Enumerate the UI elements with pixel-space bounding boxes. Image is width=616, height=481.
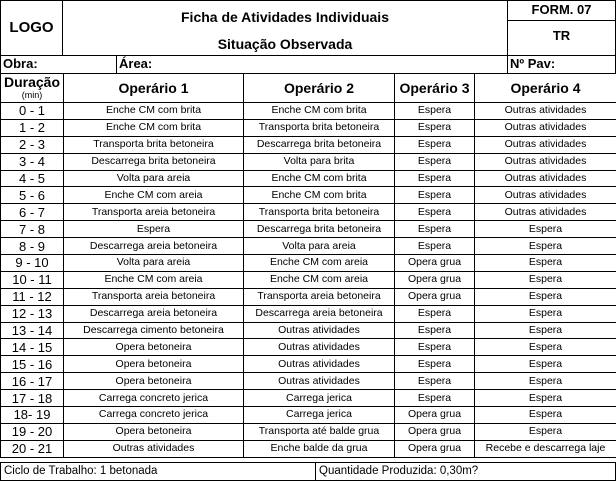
activity-cell-operario-3: Opera grua bbox=[395, 407, 475, 424]
activity-cell-operario-1: Carrega concreto jerica bbox=[64, 407, 244, 424]
logo: LOGO bbox=[9, 19, 54, 36]
activity-cell-operario-1: Carrega concreto jerica bbox=[64, 390, 244, 407]
activity-cell-operario-1: Opera betoneira bbox=[64, 423, 244, 440]
activity-cell-operario-3: Espera bbox=[395, 322, 475, 339]
activity-cell-operario-4: Outras atividades bbox=[475, 187, 616, 204]
activity-cell-operario-4: Espera bbox=[475, 305, 616, 322]
area-label: Área: bbox=[119, 56, 153, 71]
activity-cell-operario-2: Outras atividades bbox=[244, 373, 395, 390]
activity-cell-operario-4: Recebe e descarrega laje bbox=[475, 440, 616, 457]
duration-cell: 12 - 13 bbox=[1, 305, 64, 322]
activity-cell-operario-1: Enche CM com areia bbox=[64, 271, 244, 288]
activity-cell-operario-2: Descarrega areia betoneira bbox=[244, 305, 395, 322]
column-operario-1: Operário 1 bbox=[64, 74, 244, 103]
duration-cell: 13 - 14 bbox=[1, 322, 64, 339]
duration-cell: 14 - 15 bbox=[1, 339, 64, 356]
activity-cell-operario-2: Carrega jerica bbox=[244, 390, 395, 407]
activity-cell-operario-2: Transporta brita betoneira bbox=[244, 204, 395, 221]
activity-cell-operario-2: Transporta até balde grua bbox=[244, 423, 395, 440]
duration-cell: 8 - 9 bbox=[1, 238, 64, 255]
activity-cell-operario-3: Espera bbox=[395, 204, 475, 221]
activity-cell-operario-4: Espera bbox=[475, 322, 616, 339]
activity-cell-operario-1: Transporta areia betoneira bbox=[64, 204, 244, 221]
column-operario-3: Operário 3 bbox=[395, 74, 475, 103]
activity-cell-operario-2: Transporta areia betoneira bbox=[244, 288, 395, 305]
area-field[interactable] bbox=[116, 55, 508, 74]
activity-cell-operario-2: Enche CM com brita bbox=[244, 103, 395, 120]
activity-cell-operario-4: Espera bbox=[475, 339, 616, 356]
table-header-row bbox=[1, 74, 616, 103]
activity-cell-operario-1: Transporta areia betoneira bbox=[64, 288, 244, 305]
duration-cell: 19 - 20 bbox=[1, 423, 64, 440]
obra-label: Obra: bbox=[3, 56, 38, 71]
pav-label: Nº Pav: bbox=[510, 56, 556, 71]
activity-cell-operario-1: Opera betoneira bbox=[64, 356, 244, 373]
activity-cell-operario-3: Opera grua bbox=[395, 423, 475, 440]
table-row bbox=[1, 187, 616, 204]
activity-cell-operario-4: Outras atividades bbox=[475, 153, 616, 170]
activity-cell-operario-3: Opera grua bbox=[395, 271, 475, 288]
activity-cell-operario-3: Opera grua bbox=[395, 288, 475, 305]
duration-cell: 3 - 4 bbox=[1, 153, 64, 170]
activity-cell-operario-2: Enche CM com areia bbox=[244, 255, 395, 272]
activity-cell-operario-2: Volta para brita bbox=[244, 153, 395, 170]
activity-cell-operario-1: Enche CM com brita bbox=[64, 119, 244, 136]
activity-cell-operario-3: Espera bbox=[395, 119, 475, 136]
activity-cell-operario-2: Outras atividades bbox=[244, 322, 395, 339]
activity-cell-operario-2: Carrega jerica bbox=[244, 407, 395, 424]
duration-cell: 11 - 12 bbox=[1, 288, 64, 305]
activity-cell-operario-2: Enche CM com areia bbox=[244, 271, 395, 288]
duration-cell: 9 - 10 bbox=[1, 255, 64, 272]
activity-cell-operario-1: Descarrega areia betoneira bbox=[64, 238, 244, 255]
table-row bbox=[1, 153, 616, 170]
table-row bbox=[1, 440, 616, 457]
activity-cell-operario-4: Outras atividades bbox=[475, 136, 616, 153]
column-operario-2: Operário 2 bbox=[244, 74, 395, 103]
duration-header: Duração (min) bbox=[1, 74, 64, 103]
form-type: TR bbox=[552, 28, 571, 43]
activity-cell-operario-3: Espera bbox=[395, 170, 475, 187]
form-title: Ficha de Atividades Individuais bbox=[181, 9, 389, 25]
activity-cell-operario-2: Enche CM com brita bbox=[244, 170, 395, 187]
cycle-field: Ciclo de Trabalho: 1 betonada bbox=[0, 462, 316, 481]
duration-cell: 20 - 21 bbox=[1, 440, 64, 457]
form-subtitle: Situação Observada bbox=[217, 36, 353, 52]
activity-cell-operario-2: Enche balde da grua bbox=[244, 440, 395, 457]
activity-cell-operario-3: Espera bbox=[395, 238, 475, 255]
duration-cell: 17 - 18 bbox=[1, 390, 64, 407]
activity-cell-operario-3: Opera grua bbox=[395, 255, 475, 272]
activity-cell-operario-4: Espera bbox=[475, 288, 616, 305]
table-row bbox=[1, 322, 616, 339]
activity-cell-operario-1: Opera betoneira bbox=[64, 339, 244, 356]
activity-cell-operario-2: Transporta brita betoneira bbox=[244, 119, 395, 136]
duration-cell: 0 - 1 bbox=[1, 103, 64, 120]
table-row bbox=[1, 238, 616, 255]
duration-cell: 6 - 7 bbox=[1, 204, 64, 221]
quantity-field: Quantidade Produzida: 0,30m? bbox=[315, 462, 616, 481]
activity-cell-operario-4: Espera bbox=[475, 255, 616, 272]
table-row bbox=[1, 103, 616, 120]
activity-cell-operario-4: Espera bbox=[475, 407, 616, 424]
activity-cell-operario-4: Espera bbox=[475, 373, 616, 390]
activity-cell-operario-2: Enche CM com brita bbox=[244, 187, 395, 204]
activity-cell-operario-3: Espera bbox=[395, 153, 475, 170]
activity-cell-operario-2: Outras atividades bbox=[244, 356, 395, 373]
form-code: FORM. 07 bbox=[531, 2, 592, 17]
activity-cell-operario-4: Espera bbox=[475, 238, 616, 255]
activity-cell-operario-1: Descarrega areia betoneira bbox=[64, 305, 244, 322]
activity-cell-operario-3: Espera bbox=[395, 103, 475, 120]
activity-cell-operario-1: Transporta brita betoneira bbox=[64, 136, 244, 153]
table-row bbox=[1, 390, 616, 407]
table-row bbox=[1, 255, 616, 272]
activity-cell-operario-1: Descarrega cimento betoneira bbox=[64, 322, 244, 339]
activity-cell-operario-4: Outras atividades bbox=[475, 119, 616, 136]
activity-cell-operario-3: Espera bbox=[395, 390, 475, 407]
activity-cell-operario-3: Opera grua bbox=[395, 440, 475, 457]
activity-cell-operario-2: Volta para areia bbox=[244, 238, 395, 255]
duration-cell: 10 - 11 bbox=[1, 271, 64, 288]
duration-cell: 15 - 16 bbox=[1, 356, 64, 373]
activity-cell-operario-4: Outras atividades bbox=[475, 204, 616, 221]
activity-cell-operario-3: Espera bbox=[395, 339, 475, 356]
activity-cell-operario-1: Descarrega brita betoneira bbox=[64, 153, 244, 170]
activity-cell-operario-4: Espera bbox=[475, 390, 616, 407]
duration-cell: 2 - 3 bbox=[1, 136, 64, 153]
activity-cell-operario-1: Volta para areia bbox=[64, 170, 244, 187]
activity-cell-operario-2: Descarrega brita betoneira bbox=[244, 221, 395, 238]
activity-cell-operario-3: Espera bbox=[395, 221, 475, 238]
table-row bbox=[1, 423, 616, 440]
table-row bbox=[1, 356, 616, 373]
activity-cell-operario-2: Descarrega brita betoneira bbox=[244, 136, 395, 153]
duration-cell: 18- 19 bbox=[1, 407, 64, 424]
duration-cell: 7 - 8 bbox=[1, 221, 64, 238]
activity-cell-operario-4: Outras atividades bbox=[475, 103, 616, 120]
activity-cell-operario-2: Outras atividades bbox=[244, 339, 395, 356]
activity-cell-operario-1: Enche CM com areia bbox=[64, 187, 244, 204]
activity-cell-operario-1: Enche CM com brita bbox=[64, 103, 244, 120]
duration-cell: 1 - 2 bbox=[1, 119, 64, 136]
activity-cell-operario-4: Espera bbox=[475, 356, 616, 373]
activity-cell-operario-4: Espera bbox=[475, 423, 616, 440]
activity-cell-operario-1: Volta para areia bbox=[64, 255, 244, 272]
table-row bbox=[1, 373, 616, 390]
activity-cell-operario-1: Espera bbox=[64, 221, 244, 238]
table-row bbox=[1, 119, 616, 136]
table-row bbox=[1, 204, 616, 221]
activity-cell-operario-1: Outras atividades bbox=[64, 440, 244, 457]
table-row bbox=[1, 288, 616, 305]
activity-cell-operario-3: Espera bbox=[395, 187, 475, 204]
table-row bbox=[1, 136, 616, 153]
duration-cell: 4 - 5 bbox=[1, 170, 64, 187]
activity-cell-operario-3: Espera bbox=[395, 373, 475, 390]
activity-cell-operario-3: Espera bbox=[395, 136, 475, 153]
activity-cell-operario-4: Espera bbox=[475, 271, 616, 288]
activity-cell-operario-4: Espera bbox=[475, 221, 616, 238]
duration-cell: 5 - 6 bbox=[1, 187, 64, 204]
activity-cell-operario-1: Opera betoneira bbox=[64, 373, 244, 390]
activities-table bbox=[0, 73, 616, 458]
activity-cell-operario-4: Outras atividades bbox=[475, 170, 616, 187]
table-row bbox=[1, 407, 616, 424]
duration-cell: 16 - 17 bbox=[1, 373, 64, 390]
table-row bbox=[1, 271, 616, 288]
table-row bbox=[1, 170, 616, 187]
table-row bbox=[1, 339, 616, 356]
table-row bbox=[1, 305, 616, 322]
column-operario-4: Operário 4 bbox=[475, 74, 616, 103]
activity-cell-operario-3: Espera bbox=[395, 356, 475, 373]
activity-cell-operario-3: Espera bbox=[395, 305, 475, 322]
table-row bbox=[1, 221, 616, 238]
